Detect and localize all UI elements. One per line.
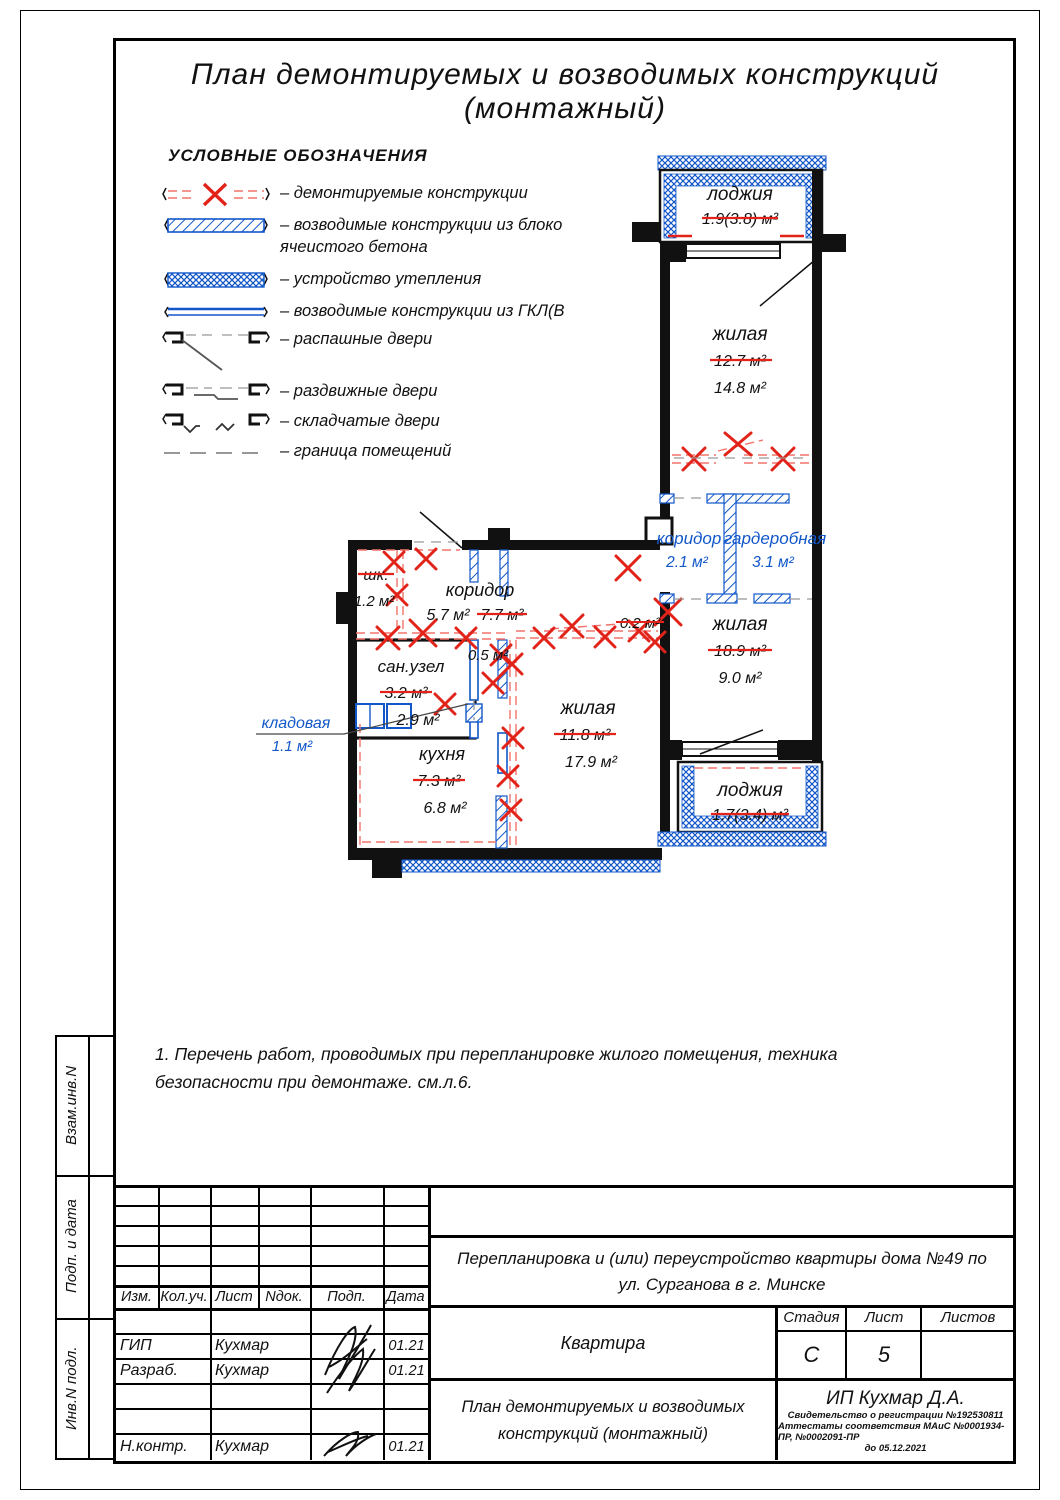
room-area-new: 6.8 м² (423, 800, 467, 817)
room-area-old: 3.2 м² (384, 685, 428, 702)
project-line1: Перепланировка и (или) переустройство квартиры дома №49 по (457, 1249, 987, 1268)
doc-title (431, 1381, 775, 1460)
legend-label: – раздвижные двери (280, 380, 437, 402)
room-name: гардеробная (723, 529, 827, 548)
stamp-name: Кухмар (215, 1336, 270, 1354)
room-area-old: 0.5 м² (467, 647, 509, 664)
company-name: ИП Кухмар Д.А. (826, 1387, 965, 1409)
stamp-role: ГИП (120, 1336, 152, 1354)
signature-gip (315, 1315, 381, 1395)
legend-label: – возводимые конструкции из ГКЛ(В (280, 300, 564, 322)
stamp-col-list: Лист (215, 1288, 253, 1305)
room-name: лоджия (707, 184, 773, 205)
legend-label: – демонтируемые конструкции (280, 182, 528, 204)
room-name: жилая (560, 698, 616, 719)
room-area-new: 1.1 м² (271, 738, 313, 755)
doc-line1: План демонтируемых и возводимых (461, 1398, 745, 1417)
room-area-old: 1.7(3.4) м² (712, 807, 788, 824)
room-name: жилая (712, 324, 768, 345)
stamp-date: 01.21 (388, 1438, 425, 1455)
side-label-podp: Подп. и дата (63, 1199, 80, 1294)
object-name: Квартира (560, 1332, 646, 1353)
room-area-old: 7.3 м² (417, 773, 461, 790)
room-area-new: 9.0 м² (718, 670, 762, 687)
room-area-new: 14.8 м² (714, 380, 766, 397)
company-cert2: Аттестаты соответствия МАиС №0001934-ПР, №0002091-ПР (778, 1420, 1005, 1443)
stamp-name: Кухмар (215, 1361, 270, 1379)
project-line2: ул. Сурганова в г. Минске (618, 1274, 826, 1294)
room-area-old: 1.9(3.8) м² (702, 211, 778, 228)
stamp-date: 01.21 (388, 1337, 425, 1354)
room-area-new: 2.9 м² (396, 712, 440, 729)
room-area-old: 18.9 м² (714, 643, 766, 660)
signature-nkontr (318, 1428, 384, 1462)
stage-label: Стадия (783, 1309, 840, 1326)
new-walls-right-wing (660, 494, 790, 603)
room-area-new: 17.9 м² (565, 754, 617, 771)
stamp-role: Н.контр. (120, 1437, 188, 1455)
stamp-col-data: Дата (386, 1288, 425, 1305)
room-area-new: 1.2 м² (353, 593, 395, 610)
floor-plan (248, 148, 848, 878)
legend-label: – граница помещений (280, 440, 451, 462)
stamp-col-izm: Изм. (121, 1288, 152, 1305)
stage-value: С (803, 1342, 820, 1367)
room-area-new: 2.1 м² (666, 554, 708, 571)
room-area-old: 11.8 м² (559, 727, 611, 744)
sheets-label: Листов (940, 1309, 996, 1326)
drawing-title: План демонтируемых и возводимых конструкций (монтажный) (190, 58, 940, 125)
room-name: коридор (445, 580, 515, 600)
room-area-old: 0.2 м² (619, 615, 661, 632)
company-cert1: Свидетельство о регистрации №192530811 (787, 1409, 1004, 1421)
stamp-col-koluch: Кол.уч. (160, 1288, 208, 1305)
room-name: сан.узел (377, 657, 445, 676)
stamp-col-podp: Подп. (327, 1288, 366, 1305)
legend-heading: УСЛОВНЫЕ ОБОЗНАЧЕНИЯ (168, 146, 428, 165)
room-name: кладовая (261, 715, 331, 732)
stamp-name: Кухмар (215, 1437, 270, 1455)
legend-label: – возводимые конструкции из блоко ячеистого бетона (280, 214, 580, 259)
doc-line2: конструкций (монтажный) (498, 1424, 708, 1443)
sheet-value: 5 (877, 1342, 891, 1367)
company-cert3: до 05.12.2021 (864, 1442, 927, 1454)
project-title (431, 1238, 1013, 1305)
sheets-value (923, 1332, 1013, 1378)
legend-label: – распашные двери (280, 328, 432, 350)
room-name: лоджия (717, 780, 783, 801)
room-area-new: 5.7 м² (426, 607, 470, 624)
room-area-new: 3.1 м² (752, 554, 794, 571)
room-name: кухня (418, 744, 466, 764)
side-label-inv: Инв.N подл. (63, 1346, 80, 1430)
stamp-date: 01.21 (388, 1362, 425, 1379)
room-name: коридор (656, 529, 722, 548)
sheet-label: Лист (864, 1309, 904, 1326)
room-name: жилая (712, 614, 768, 635)
company-block (778, 1381, 1013, 1460)
room-name: шк. (363, 567, 389, 584)
stamp-col-ndok: Nдок. (265, 1288, 303, 1305)
legend-label: – устройство утепления (280, 268, 481, 290)
legend-label: – складчатые двери (280, 410, 440, 432)
room-area-old: 12.7 м² (714, 353, 766, 370)
stamp-role: Разраб. (120, 1361, 178, 1379)
work-note: 1. Перечень работ, проводимых при перепланировке жилого помещения, техника безопасности при демонтаже. см.л.6. (155, 1044, 838, 1092)
room-labels (262, 184, 827, 824)
room-area-old: 7.7 м² (480, 607, 524, 624)
side-label-vzam: Взам.инв.N (63, 1065, 80, 1145)
